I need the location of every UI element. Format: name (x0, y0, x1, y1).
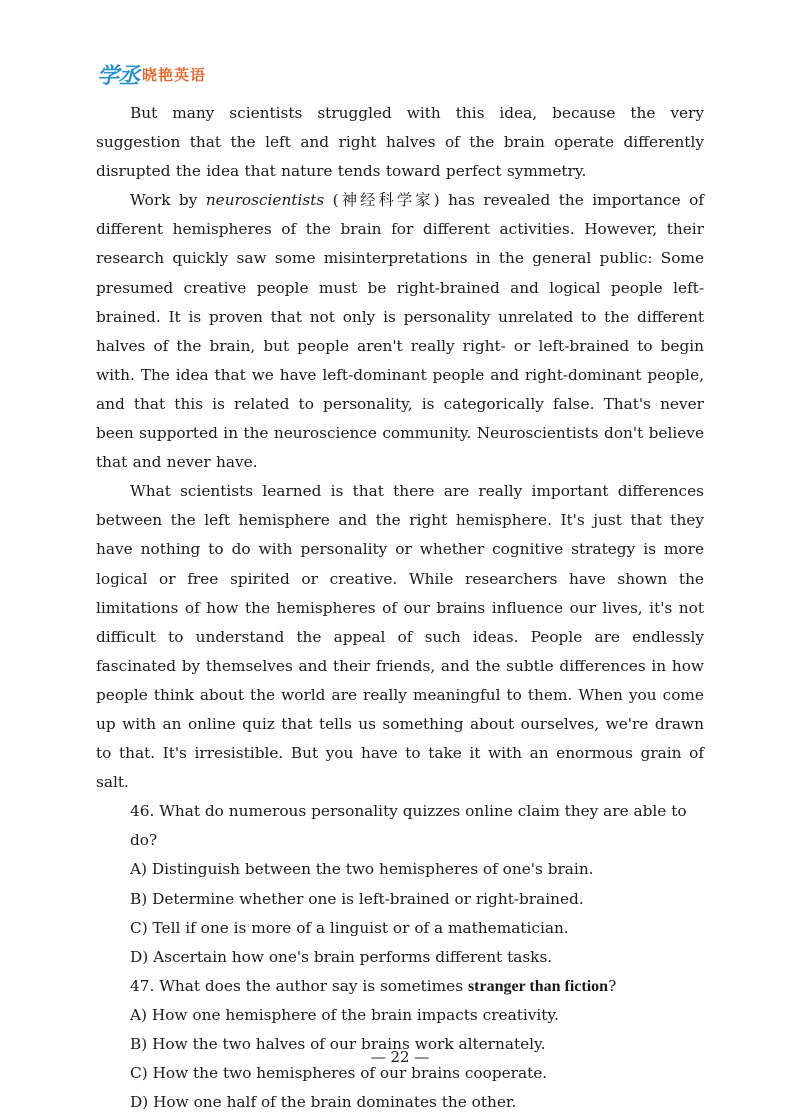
question-46 (96, 797, 704, 972)
question-47-option-b: B) How the two halves of our brains work alternately. (130, 1035, 546, 1053)
question-46-option-a: A) Distinguish between the two hemispheres of one's brain. (130, 860, 594, 879)
logo-mark: 学丞 (97, 63, 140, 89)
question-47-option-d: D) How one half of the brain dominates the other. (130, 1093, 517, 1112)
paragraph-3: What scientists learned is that there are really important differences between the left hemisphere and the right hemisphere. It's just that they have nothing to do with personality or whether cognitive strategy is more logical or free spirited or creative. While researchers have shown the limitations of how the hemispheres of our brains influence our lives, it's not difficult to understand the appeal of such ideas. People are endlessly fascinated by themselves and their friends, and the subtle differences in how people think about the world are really meaningful to them. When you come up with an online quiz that tells us something about ourselves, we're drawn to that. It's irresistible. But you have to take it with an enormous grain of salt. (96, 482, 704, 792)
question-47-stem-pre: 47. What does the author say is sometimes (130, 976, 468, 995)
paragraph-2-post: (神经科学家) has revealed the importance of different hemispheres of the brain for different activities. However, their research quickly saw some misinterpretations in the general public: Some presumed creative people must be right-brained and logical people left-brained. It is proven that not only is personality unrelated to the different halves of the brain, but people aren't really right- or left-brained to begin with. The idea that we have left-dominant people and right-dominant people, and that this is related to personality, is categorically false. That's never been supported in the neuroscience community. Neuroscientists don't believe that and never have. (96, 191, 704, 472)
question-46-option-c: C) Tell if one is more of a linguist or of a mathematician. (130, 918, 569, 937)
question-47 (96, 972, 704, 1117)
paragraph-1: But many scientists struggled with this idea, because the very suggestion that the left and right halves of the brain operate differently disrupted the idea that nature tends toward perfect symmetry. (96, 104, 704, 181)
question-47-option-c: C) How the two hemispheres of our brains cooperate. (130, 1064, 548, 1083)
question-47-stem-bold: stranger than fiction (467, 977, 609, 995)
question-47-stem (96, 972, 704, 1001)
question-46-option-b: B) Determine whether one is left-brained or right-brained. (130, 889, 584, 908)
question-47-option-a: A) How one hemisphere of the brain impacts creativity. (130, 1005, 559, 1024)
paragraph-2 (96, 186, 704, 477)
question-46-stem: 46. What do numerous personality quizzes online claim they are able to do? (130, 802, 687, 850)
question-47-stem-post: ? (608, 976, 617, 995)
publisher-logo (97, 60, 206, 88)
page-content (96, 99, 704, 1117)
paragraph-2-pre: Work by (130, 191, 206, 210)
question-46-option-d: D) Ascertain how one's brain performs different tasks. (130, 947, 553, 966)
paragraph-2-emphasis: neuroscientists (205, 191, 325, 210)
logo-text: 晓艳英语 (142, 65, 207, 84)
page-number: — 22 — (370, 1048, 430, 1066)
